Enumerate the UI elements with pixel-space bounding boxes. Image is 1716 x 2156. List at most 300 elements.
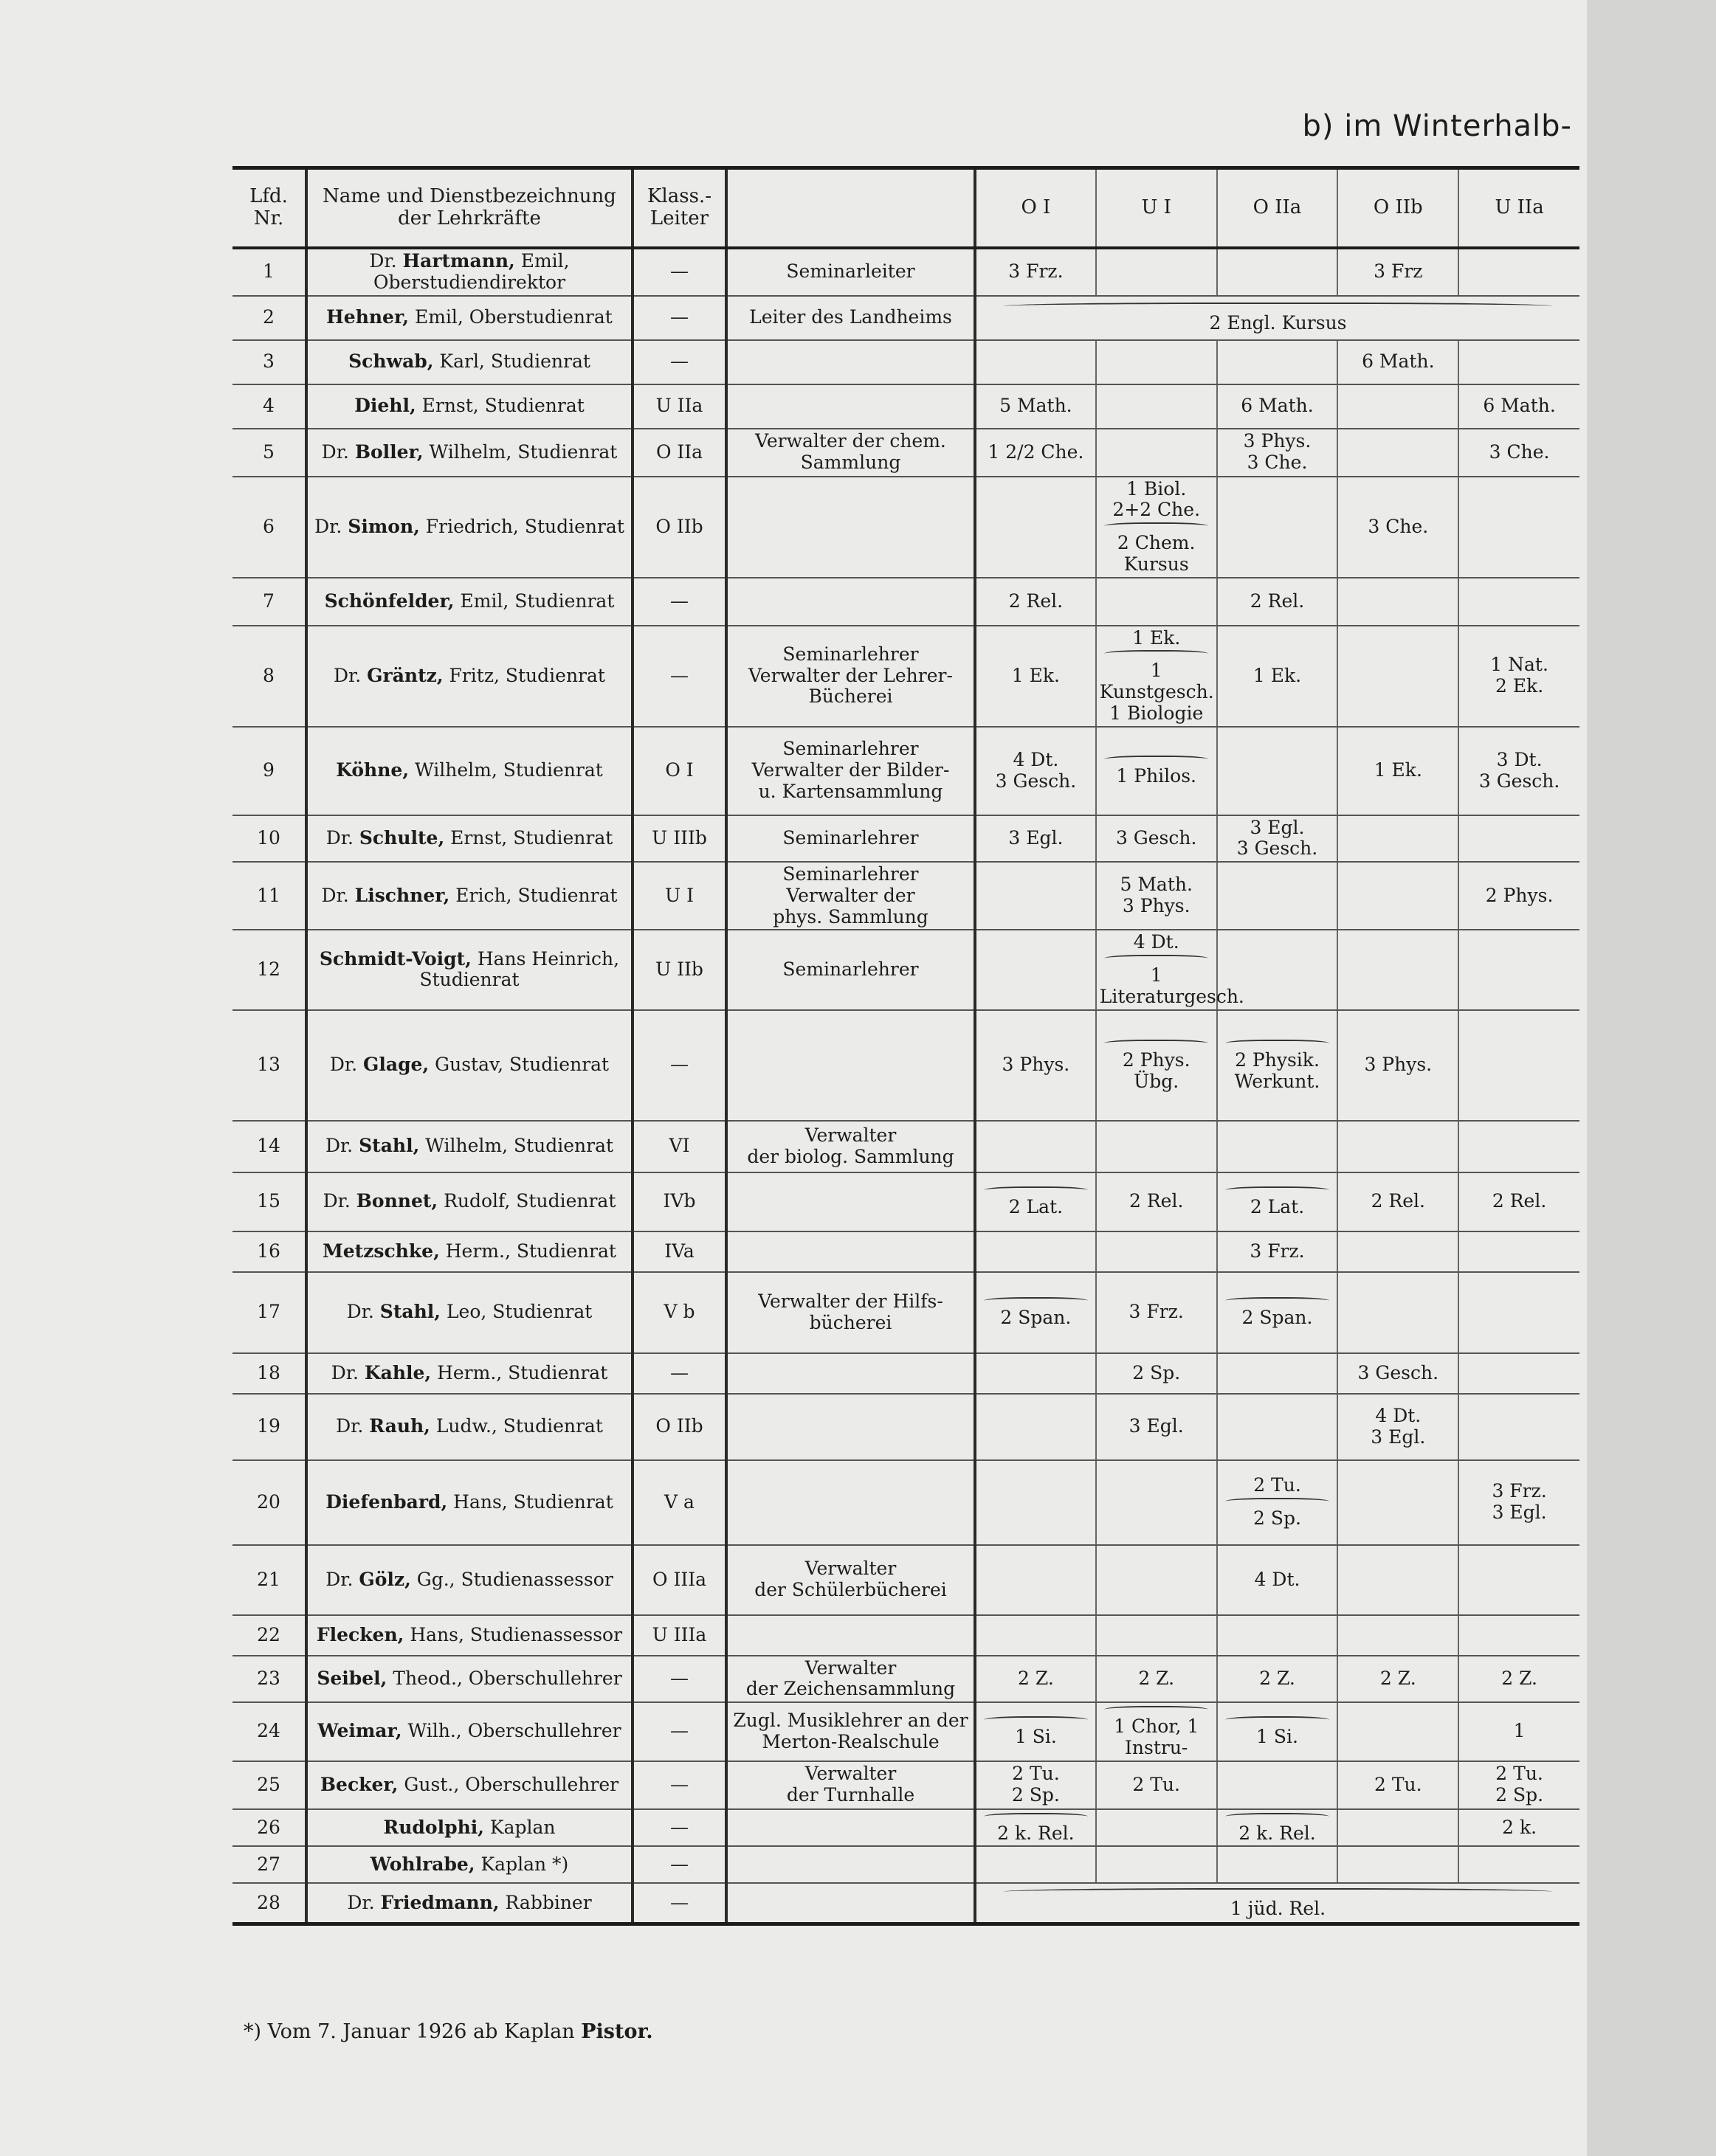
class-leader: O IIb [633,477,726,578]
class-cell [975,626,1096,727]
teacher-name [306,1615,633,1656]
class-cell [1096,862,1217,930]
class-cell [1337,1615,1458,1656]
teacher-role [726,1809,975,1847]
teacher-title: Dr. [369,250,397,272]
teacher-role [726,1394,975,1460]
group-brace [1225,1040,1329,1048]
table-header-row [232,168,1579,249]
class-cell [1458,1460,1579,1545]
class-leader: — [633,1656,726,1703]
table-row [232,1172,1579,1231]
cell-subject: 3 Frz. [1008,260,1064,283]
teacher-role: Zugl. Musiklehrer an der Merton-Realschule [726,1702,975,1761]
class-leader: O I [633,727,726,815]
teacher-role [726,1172,975,1231]
class-cell [975,862,1096,930]
group-brace [1003,303,1552,311]
teacher-role: Seminarlehrer Verwalter der phys. Sammlung [726,862,975,930]
teacher-name [306,1809,633,1847]
cell-subject: 3 Frz. [1129,1301,1184,1323]
class-cell [1337,815,1458,863]
class-cell [975,815,1096,863]
row-number: 17 [232,1272,306,1353]
row-number: 6 [232,477,306,578]
teacher-surname: Seibel, [317,1667,387,1689]
span-subject-2: 2 Physik. Werkunt. [1234,1048,1320,1092]
teacher-details: Kaplan *) [480,1853,569,1875]
cell-subject: 3 Phys. 3 Che. [1243,430,1312,473]
class-cell [1096,1172,1217,1231]
class-cell [1458,477,1579,578]
class-cell [1337,578,1458,626]
class-leader: — [633,1809,726,1847]
teacher-details: Leo, Studienrat [446,1301,593,1323]
teacher-title: Dr. [325,1568,354,1590]
class-cell [1458,727,1579,815]
class-cell [1096,1353,1217,1394]
class-cell [1217,862,1338,930]
teacher-surname: Glage, [363,1054,430,1076]
row-number: 4 [232,384,306,429]
teacher-title: Dr. [334,664,362,686]
class-cell [1096,384,1217,429]
class-cell [1458,248,1579,296]
group-brace [1225,1297,1329,1306]
teacher-details: Ernst, Studienrat [421,395,585,417]
class-cell [1458,384,1579,429]
class-cell [1337,340,1458,384]
teacher-role: Verwalter der Turnhalle [726,1761,975,1809]
class-cell [1337,1272,1458,1353]
cell-subject: 2 Tu. 2 Sp. [1011,1763,1060,1806]
cell-subject: 2 Tu. 2 Sp. [1495,1763,1544,1806]
cell-subject: 2 k. [1502,1816,1537,1838]
cell-subject: 2 Z. [1138,1667,1175,1689]
group-brace [1225,1498,1329,1507]
class-cell [1096,1846,1217,1883]
teacher-name [306,477,633,578]
class-cell [1217,1121,1338,1172]
class-leader: — [633,1761,726,1809]
class-cell [1217,626,1338,727]
teacher-details: Emil, Oberstudiendirektor [373,250,570,293]
teacher-details: Kaplan [489,1816,556,1838]
cell-subject: 6 Math. [1241,395,1314,417]
class-cell [1337,384,1458,429]
table-row [232,1272,1579,1353]
class-cell [1337,1394,1458,1460]
span-subject: 2 Chem. Kursus [1117,532,1196,575]
teacher-title: Dr. [331,1361,359,1383]
row-number: 15 [232,1172,306,1231]
header-class-oiia: O IIa [1217,168,1338,249]
class-cell [1458,1394,1579,1460]
class-cell [975,930,1096,1009]
cell-subject: 2 Rel. [1371,1190,1425,1212]
class-cell [1096,815,1217,863]
class-cell [1337,626,1458,727]
group-brace [1225,1813,1329,1822]
class-cell [975,1656,1096,1703]
class-cell [1458,1656,1579,1703]
table-row [232,1394,1579,1460]
teacher-role: Verwalter der biolog. Sammlung [726,1121,975,1172]
teacher-surname: Kahle, [364,1361,432,1383]
teacher-surname: Köhne, [336,759,410,781]
teacher-role: Seminarlehrer [726,815,975,863]
cell-subject: 2 Z. [1018,1667,1054,1689]
class-cell [1217,477,1338,578]
spanned-subjects [975,1883,1579,1924]
teacher-name [306,815,633,863]
row-number: 3 [232,340,306,384]
class-cell [1337,1010,1458,1121]
class-cell [1096,1809,1217,1847]
row-number: 9 [232,727,306,815]
teacher-details: Hans, Studienrat [453,1490,613,1513]
span-subject: 1 Literaturgesch. [1099,964,1244,1007]
teacher-name [306,429,633,477]
class-cell [1458,1809,1579,1847]
class-cell [1217,248,1338,296]
span-subject-b: 2 Span. [1241,1307,1313,1329]
class-leader: IVb [633,1172,726,1231]
class-leader: V b [633,1272,726,1353]
cell-subject: 3 Dt. 3 Gesch. [1478,748,1560,792]
table-row [232,1010,1579,1121]
teacher-role [726,1231,975,1272]
class-cell [1458,578,1579,626]
class-cell [975,248,1096,296]
span-subject-a: 2 k. Rel. [997,1822,1075,1844]
teacher-name [306,1702,633,1761]
teacher-title: Dr. [323,1190,351,1212]
class-leader: — [633,340,726,384]
teacher-name [306,340,633,384]
cell-subject: 1 Ek. [1252,664,1302,686]
teacher-surname: Friedmann, [380,1891,500,1913]
cell-subject: 1 Ek. [1011,664,1060,686]
cell-subject: 2 Phys. [1485,884,1554,906]
teacher-name [306,1545,633,1615]
class-cell [1458,1121,1579,1172]
class-leader: — [633,248,726,296]
table-row [232,340,1579,384]
cell-subject: 4 Dt. 3 Egl. [1371,1404,1426,1448]
row-number: 18 [232,1353,306,1394]
class-cell [1337,1545,1458,1615]
class-cell [1096,1460,1217,1545]
footnote [244,2020,653,2043]
class-cell [1337,1172,1458,1231]
class-leader: — [633,1846,726,1883]
class-cell [975,1809,1096,1847]
cell-subject: 1 Ek. [1132,626,1181,649]
class-cell [1096,727,1217,815]
span-subject: 1 jüd. Rel. [1230,1897,1326,1919]
teacher-name [306,930,633,1009]
teacher-surname: Hehner, [326,306,410,328]
span-subject: 2 Engl. Kursus [1209,312,1347,334]
class-cell [975,1353,1096,1394]
teacher-surname: Diefenbard, [325,1490,448,1513]
class-cell [1458,1010,1579,1121]
teacher-details: Theod., Oberschullehrer [393,1667,622,1689]
teacher-name [306,862,633,930]
teacher-details: Emil, Studienrat [460,590,615,612]
table-row [232,248,1579,296]
class-cell [975,1846,1096,1883]
row-number: 19 [232,1394,306,1460]
row-number: 21 [232,1545,306,1615]
teacher-role [726,1615,975,1656]
teacher-surname: Weimar, [317,1720,402,1742]
group-brace [1104,756,1208,764]
class-cell [975,429,1096,477]
class-cell [1337,1353,1458,1394]
table-row [232,1353,1579,1394]
class-cell [1458,1545,1579,1615]
row-number: 28 [232,1883,306,1924]
teacher-role: Seminarlehrer Verwalter der Bilder- u. Kartensammlung [726,727,975,815]
cell-subject: 4 Dt. 3 Gesch. [995,748,1077,792]
teacher-role: Verwalter der Schülerbücherei [726,1545,975,1615]
teacher-name [306,296,633,340]
class-cell [975,477,1096,578]
class-leader: — [633,296,726,340]
cell-subject: 3 Gesch. [1357,1361,1439,1383]
table-row [232,727,1579,815]
class-cell [975,1121,1096,1172]
cell-subject: 3 Egl. 3 Gesch. [1236,816,1318,860]
cell-subject: 2 Z. [1259,1667,1295,1689]
group-brace [984,1813,1088,1822]
class-cell [1458,930,1579,1009]
teacher-role: Seminarlehrer Verwalter der Lehrer- Bücherei [726,626,975,727]
cell-subject: 2 Z. [1379,1667,1416,1689]
teacher-surname: Schmidt-Voigt, [319,947,472,970]
class-cell [1217,815,1338,863]
class-cell [1217,1761,1338,1809]
cell-subject: 2 Rel. [1492,1190,1547,1212]
class-cell [1217,384,1338,429]
table-row [232,1460,1579,1545]
class-cell [975,1272,1096,1353]
class-leader: O IIb [633,1394,726,1460]
table-row [232,384,1579,429]
table-row [232,862,1579,930]
class-cell [1458,626,1579,727]
teacher-surname: Flecken, [316,1623,404,1645]
row-number: 23 [232,1656,306,1703]
class-leader: — [633,578,726,626]
cell-subject: 6 Math. [1362,350,1435,373]
table-row [232,1883,1579,1924]
teacher-name [306,1846,633,1883]
teacher-name [306,1394,633,1460]
teacher-role: Leiter des Landheims [726,296,975,340]
teacher-title: Dr. [329,1054,358,1076]
group-brace [984,1716,1088,1725]
class-cell [1217,1010,1338,1121]
table-row [232,429,1579,477]
class-cell [1096,1010,1217,1121]
class-leader: O IIa [633,429,726,477]
header-class-oi: O I [975,168,1096,249]
class-leader: U IIIb [633,815,726,863]
class-cell [1337,1809,1458,1847]
teacher-role [726,578,975,626]
class-cell [1096,930,1244,1009]
span-subject: 1 Kunstgesch. 1 Biologie [1099,660,1214,724]
class-cell [1337,477,1458,578]
cell-subject: 3 Egl. [1008,826,1064,849]
header-nr: Lfd. Nr. [232,168,306,249]
span-subject-a: 2 Lat. [1008,1196,1064,1218]
teacher-surname: Hartmann, [402,250,515,272]
footnote-name: Pistor. [581,2020,653,2043]
class-cell [1458,1272,1579,1353]
class-cell [1096,1761,1217,1809]
class-cell [975,578,1096,626]
class-cell [1217,1172,1338,1231]
class-cell [1458,340,1579,384]
class-cell [1337,1761,1458,1809]
cell-subject: 3 Frz [1374,260,1423,283]
class-cell [1337,1460,1458,1545]
span-subject-b: 2 k. Rel. [1238,1822,1316,1844]
teacher-name [306,1010,633,1121]
cell-subject: 3 Frz. [1250,1240,1305,1262]
teacher-role [726,384,975,429]
row-number: 10 [232,815,306,863]
teacher-name [306,1353,633,1394]
table-body [232,248,1579,1924]
teacher-details: Fritz, Studienrat [449,664,605,686]
class-cell [975,1702,1096,1761]
teacher-surname: Schulte, [359,826,445,849]
table-row [232,1231,1579,1272]
cell-subject: 3 Phys. [1002,1054,1070,1076]
class-cell [1217,1702,1338,1761]
cell-subject: 4 Dt. [1133,931,1179,953]
teacher-surname: Stahl, [359,1135,420,1157]
teacher-title: Dr. [325,1135,354,1157]
teacher-role [726,1010,975,1121]
class-cell [1217,340,1338,384]
cell-subject: 6 Math. [1483,395,1556,417]
class-cell [975,384,1096,429]
class-cell [1337,1656,1458,1703]
teacher-details: Ernst, Studienrat [450,826,613,849]
teacher-surname: Gräntz, [367,664,444,686]
teacher-name [306,1172,633,1231]
class-leader: — [633,1702,726,1761]
table-row [232,815,1579,863]
table-row [232,1121,1579,1172]
cell-subject: 3 Egl. [1129,1415,1184,1437]
table-row [232,578,1579,626]
teacher-details: Erich, Studienrat [455,884,618,906]
row-number: 8 [232,626,306,727]
table-row [232,477,1579,578]
group-brace [1104,650,1208,659]
class-cell [1096,1545,1217,1615]
teacher-role: Seminarlehrer [726,930,975,1009]
cell-subject: 2 Rel. [1250,590,1305,612]
teacher-details: Ludw., Studienrat [435,1415,603,1437]
group-brace [1003,1888,1552,1897]
teacher-surname: Becker, [320,1773,399,1795]
teacher-details: Gust., Oberschullehrer [404,1773,619,1795]
class-cell [1337,1121,1458,1172]
teacher-surname: Boller, [354,440,424,463]
cell-subject: 1 2/2 Che. [988,440,1084,463]
class-cell [1337,862,1458,930]
span-subject-b: 2 Lat. [1250,1196,1305,1218]
row-number: 14 [232,1121,306,1172]
table-row [232,930,1579,1009]
class-cell [1096,578,1217,626]
class-leader: O IIIa [633,1545,726,1615]
cell-subject: 2 Z. [1501,1667,1537,1689]
cell-subject: 2 Tu. [1132,1773,1180,1795]
class-cell [1337,930,1458,1009]
teacher-details: Herm., Studienrat [437,1361,608,1383]
class-cell [1458,1846,1579,1883]
row-number: 20 [232,1460,306,1545]
class-cell [1217,1846,1338,1883]
class-cell [1458,1231,1579,1272]
class-cell [975,340,1096,384]
table-row [232,1615,1579,1656]
header-klass: Klass.-Leiter [633,168,726,249]
group-brace [1104,955,1208,964]
teacher-name [306,626,633,727]
cell-subject: 2 Tu. [1253,1474,1301,1496]
class-cell [1217,1460,1338,1545]
span-subject: 1 Chor, 1 Instru- [1114,1716,1199,1758]
teacher-surname: Metzschke, [323,1240,440,1262]
class-cell [1458,1615,1579,1656]
teacher-role: Verwalter der Hilfs- bücherei [726,1272,975,1353]
spanned-subjects [975,296,1579,340]
class-cell [975,1172,1096,1231]
table-row [232,1809,1579,1847]
cell-subject: 3 Gesch. [1115,826,1197,849]
row-number: 24 [232,1702,306,1761]
teacher-title: Dr. [347,1891,375,1913]
row-number: 1 [232,248,306,296]
group-brace [1104,1040,1208,1048]
teacher-name [306,1460,633,1545]
teacher-name [306,1883,633,1924]
span-wrapper [979,301,1577,334]
class-leader: U IIa [633,384,726,429]
header-role [726,168,975,249]
class-leader: IVa [633,1231,726,1272]
group-brace [984,1186,1088,1195]
teacher-surname: Stahl, [379,1301,441,1323]
teacher-role [726,1846,975,1883]
table-row [232,296,1579,340]
class-cell [1217,1272,1338,1353]
teacher-role: Verwalter der chem. Sammlung [726,429,975,477]
teacher-name [306,384,633,429]
teacher-details: Gustav, Studienrat [435,1054,610,1076]
teacher-role [726,477,975,578]
